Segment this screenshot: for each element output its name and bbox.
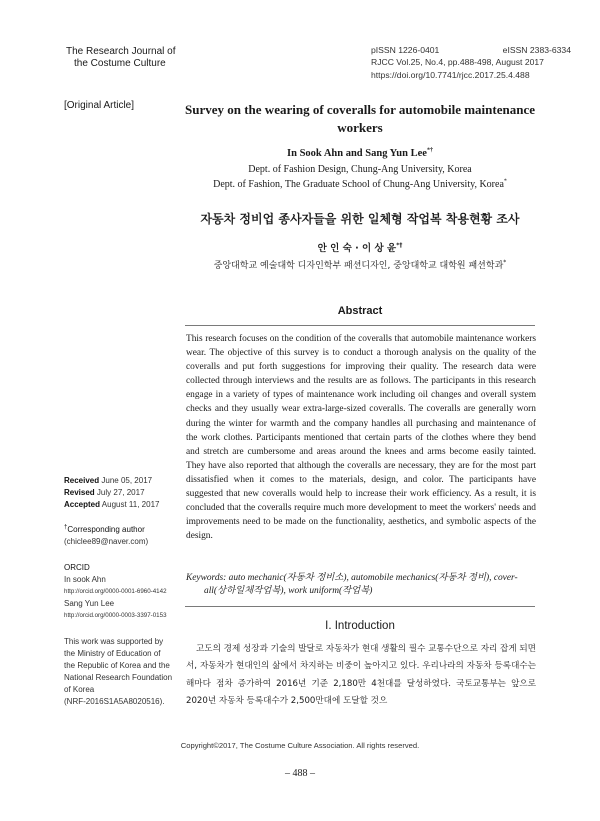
authors-korean <box>185 240 535 254</box>
introduction-heading: I. Introduction <box>325 620 395 632</box>
authors-english-names: In Sook Ahn and Sang Yun Lee <box>287 148 427 159</box>
revised-label: Revised <box>64 488 95 497</box>
orcid-author-1-link[interactable]: http://orcid.org/0000-0001-6960-4142 <box>64 588 167 595</box>
received-date: June 05, 2017 <box>101 476 153 485</box>
page-number: – 488 – <box>285 768 315 779</box>
authors-english <box>185 148 535 159</box>
accepted-label: Accepted <box>64 500 101 509</box>
received-label: Received <box>64 476 100 485</box>
article-dates <box>64 475 184 511</box>
funding-note <box>64 636 184 708</box>
authors-korean-names: 안 인 숙 · 이 상 윤 <box>317 243 397 254</box>
title-english: Survey on the wearing of coveralls for automobile maintenance workers <box>185 102 535 135</box>
orcid-label: ORCID <box>64 563 90 572</box>
abstract-bottom-rule <box>185 606 535 607</box>
affiliation-english-2-mark: * <box>503 178 507 185</box>
copyright: Copyright©2017, The Costume Culture Association. All rights reserved. <box>180 741 420 750</box>
keywords-line1: auto mechanic(자동차 정비소), automobile mechanics(자동차 정비), cover- <box>228 573 518 583</box>
keywords-line2: all(상하일체작업복), work uniform(작업복) <box>204 586 373 596</box>
article-type: [Original Article] <box>64 100 135 111</box>
accepted-date: August 11, 2017 <box>101 500 160 509</box>
journal-name-line2: the Costume Culture <box>74 58 166 69</box>
doi-link[interactable]: https://doi.org/10.7741/rjcc.2017.25.4.488 <box>371 69 530 80</box>
abstract-top-rule <box>185 325 535 326</box>
introduction-body <box>186 641 536 711</box>
affiliation-korean <box>185 258 535 271</box>
funding-line: National Research Foundation <box>64 673 173 682</box>
authors-english-mark: *† <box>426 147 433 154</box>
corresponding-mark: † <box>64 524 68 531</box>
funding-line: (NRF-2016S1A5A8020516). <box>64 697 165 706</box>
eissn: eISSN 2383-6334 <box>502 45 571 55</box>
volume-info: RJCC Vol.25, No.4, pp.488-498, August 2017 <box>371 57 544 68</box>
affiliation-korean-text: 중앙대학교 예술대학 디자인학부 패션디자인, 중앙대학교 대학원 패션학과 <box>213 261 504 271</box>
funding-line: the Ministry of Education of <box>64 649 161 658</box>
affiliation-english-2 <box>185 179 535 190</box>
introduction-paragraph: 고도의 경제 성장과 기술의 발달로 자동차가 현대 생활의 필수 교통수단으로 자리 잡게 되면서, 자동차가 현대인의 삶에서 차지하는 비중이 높아지고 있다. 우리나라의 자동차 등록대수는 해마다 점차 증가하여 2016년 기준 2,180만 4천대를 달성하였다. 국토교통부는 앞으로 2020년 자동차 등록대수가 2,500만대에 도달할 것으 <box>186 644 536 707</box>
abstract-body: This research focuses on the condition of the coveralls that automobile maintenance workers wear. The objective of this survey is to conduct a thorough analysis on the quality of the coveralls and put forth suggestions for improving their quality. The research data were collected through interviews and the results are as follows. The participants in this research engage in a variety of types of maintenance work including oil changes and overall system checks and they usually wear extra-large-sized coveralls. The coveralls are generally worn during the winter for warmth and the company handles all purchasing and maintenance of the work clothes. Participants mentioned that certain parts of the clothes where they bend and stretch are cumbersome and areas around the knees and arms become easily tainted. They have also reported that although the coveralls are necessary, they are for the most part dissatisfied when it comes to the materials, design, and color. The participants have suggested that new coveralls would help to increase their work efficiency. As a result, it is concluded that the coveralls require much more development to meet the workers' needs and improvements need to be made on the functionality, aesthetics, and symbolic aspects of the design. <box>186 334 536 542</box>
corresponding-author <box>64 524 184 548</box>
keywords-label: Keywords: <box>186 573 227 583</box>
affiliation-english-2-text: Dept. of Fashion, The Graduate School of Chung-Ang University, Korea <box>213 179 504 190</box>
abstract-heading: Abstract <box>337 305 383 317</box>
affiliation-english-1: Dept. of Fashion Design, Chung-Ang University, Korea <box>248 164 472 175</box>
affiliation-korean-mark: * <box>503 259 507 266</box>
journal-name <box>66 46 176 70</box>
corresponding-label: Corresponding author <box>67 525 145 534</box>
orcid-author-2-link[interactable]: http://orcid.org/0000-0003-3397-0153 <box>64 612 167 619</box>
funding-line: the Republic of Korea and the <box>64 661 170 670</box>
journal-name-line1: The Research Journal of <box>66 46 176 57</box>
keywords <box>186 572 536 598</box>
funding-line: This work was supported by <box>64 637 164 646</box>
orcid-author-2-name: Sang Yun Lee <box>64 599 115 608</box>
funding-line: of Korea <box>64 685 95 694</box>
orcid-author-1-name: In sook Ahn <box>64 575 106 584</box>
title-korean: 자동차 정비업 종사자들을 위한 일체형 작업복 착용현황 조사 <box>200 212 520 226</box>
issn-block <box>371 44 571 81</box>
corresponding-email[interactable]: (chiclee89@naver.com) <box>64 537 149 546</box>
pissn: pISSN 1226-0401 <box>371 45 440 55</box>
revised-date: July 27, 2017 <box>96 488 145 497</box>
authors-korean-mark: *† <box>396 241 403 249</box>
orcid-block <box>64 562 184 622</box>
